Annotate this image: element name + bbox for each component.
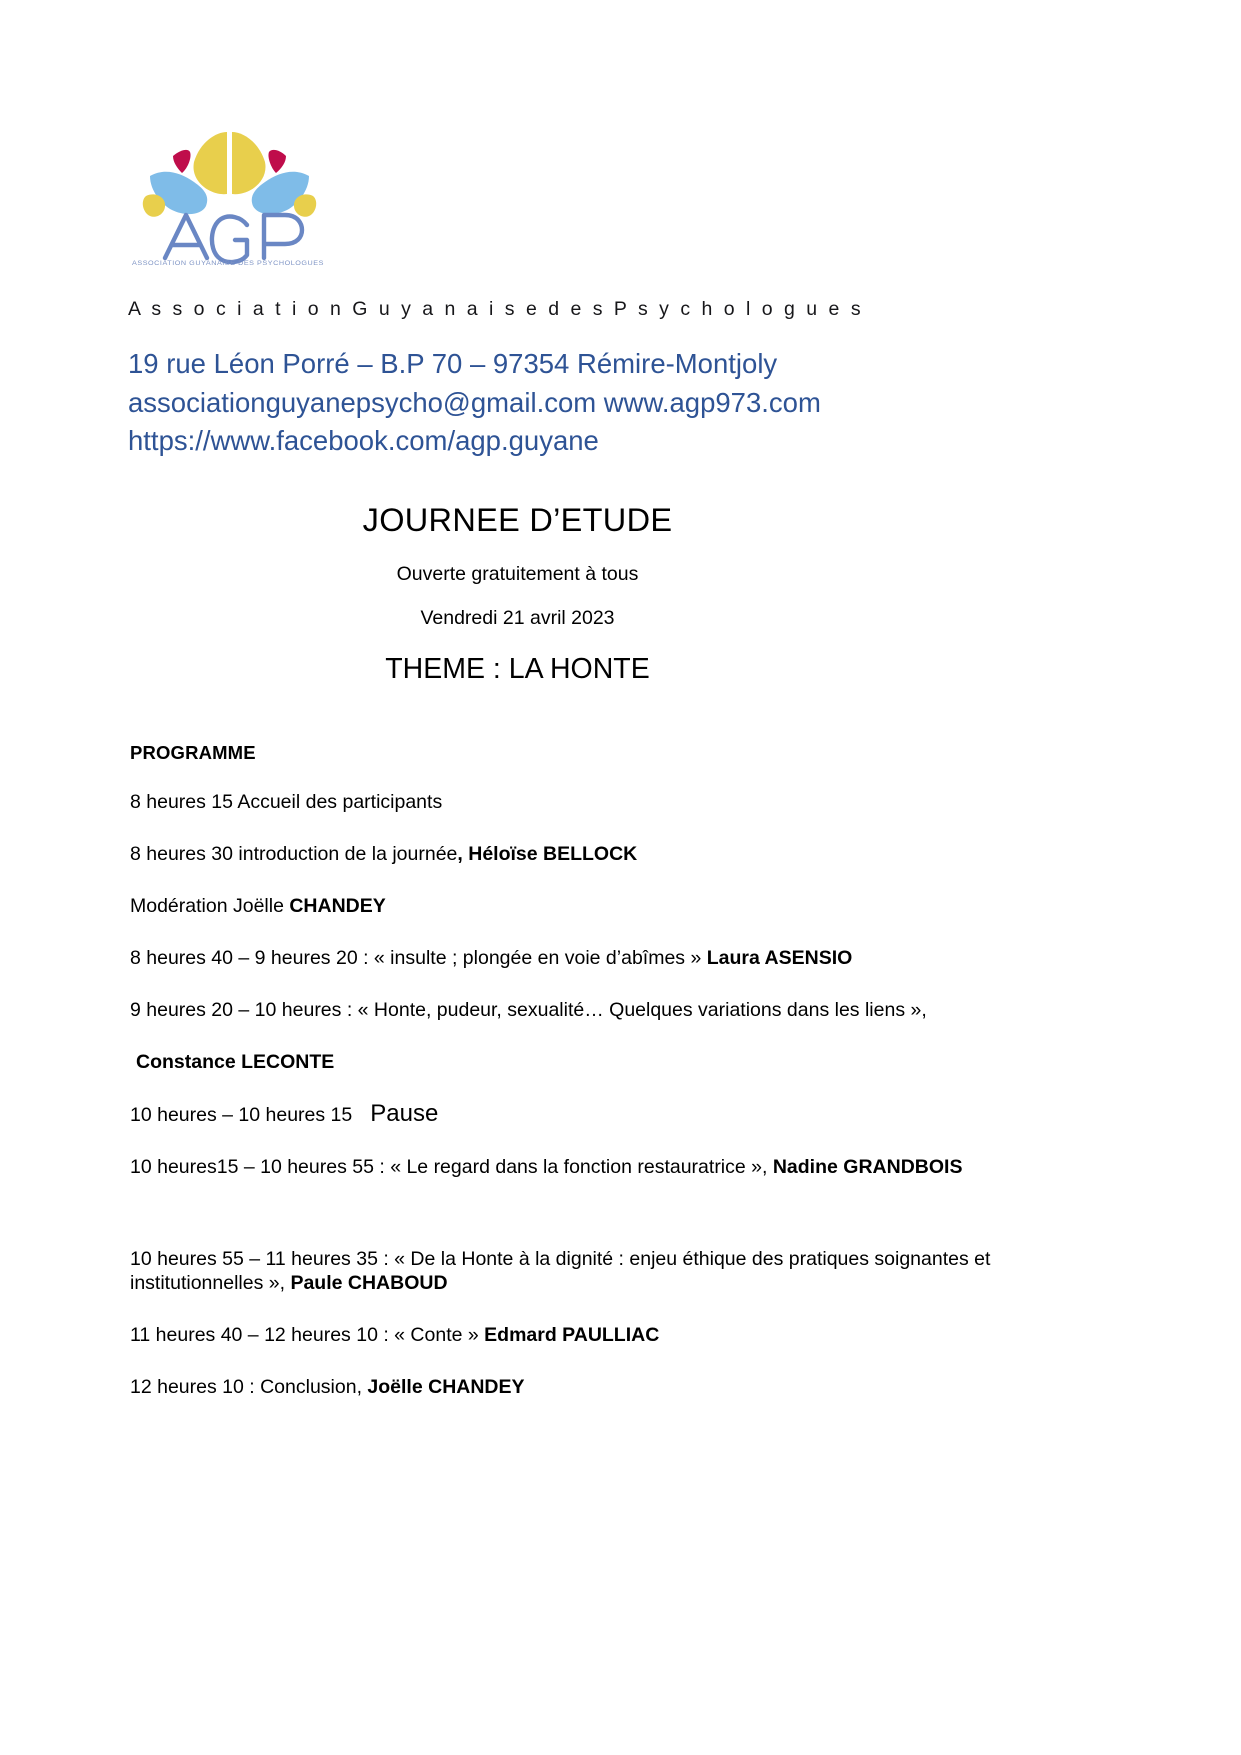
programme-item-speaker: Paule CHABOUD bbox=[290, 1272, 448, 1294]
programme-item-speaker: , Héloïse BELLOCK bbox=[457, 843, 638, 865]
programme-item-speaker: Laura ASENSIO bbox=[706, 947, 853, 969]
contact-block bbox=[128, 345, 1078, 461]
postal-address: 19 rue Léon Porré – B.P 70 – 97354 Rémire-Montjoly bbox=[128, 348, 778, 379]
programme-item-text: Modération Joëlle bbox=[130, 895, 290, 917]
agp-logo-caption: ASSOCIATION GUYANAISE DES PSYCHOLOGUES bbox=[132, 258, 324, 267]
facebook-link[interactable]: https://www.facebook.com/agp.guyane bbox=[128, 425, 599, 456]
title-block bbox=[0, 500, 1035, 688]
programme-section bbox=[130, 742, 1075, 1427]
programme-item-text: 10 heures 55 – 11 heures 35 : « De la Honte à la dignité : enjeu éthique des pratiques soignantes et institutionnelles », bbox=[130, 1248, 991, 1294]
agp-logo-graphic bbox=[128, 118, 338, 280]
programme-heading: PROGRAMME bbox=[130, 742, 256, 763]
programme-item-text: 8 heures 15 Accueil des participants bbox=[130, 791, 443, 813]
programme-item-text: 10 heures15 – 10 heures 55 : « Le regard dans la fonction restauratrice », bbox=[130, 1156, 773, 1178]
programme-item-text: 10 heures – 10 heures 15 bbox=[130, 1104, 353, 1126]
title-subtitle: Ouverte gratuitement à tous bbox=[396, 562, 639, 585]
programme-item-text: 9 heures 20 – 10 heures : « Honte, pudeur, sexualité… Quelques variations dans les liens », bbox=[130, 999, 927, 1021]
programme-item-leconte-speaker bbox=[130, 1050, 1075, 1074]
programme-item-text: 11 heures 40 – 12 heures 10 : « Conte » bbox=[130, 1324, 485, 1346]
programme-item-speaker: Nadine GRANDBOIS bbox=[772, 1156, 963, 1178]
event-theme: THEME : LA HONTE bbox=[385, 653, 650, 686]
programme-item-chaboud bbox=[130, 1247, 1075, 1295]
programme-item-text: 8 heures 30 introduction de la journée bbox=[130, 843, 458, 865]
programme-item-speaker: Edmard PAULLIAC bbox=[484, 1324, 660, 1346]
pause-label: Pause bbox=[370, 1100, 439, 1127]
programme-item-conclusion bbox=[130, 1375, 1075, 1399]
programme-item-speaker: Joëlle CHANDEY bbox=[367, 1376, 525, 1398]
event-date: Vendredi 21 avril 2023 bbox=[420, 607, 615, 629]
page-title: JOURNEE D’ETUDE bbox=[362, 502, 673, 538]
programme-item-pause bbox=[130, 1102, 1075, 1127]
programme-item-text: 8 heures 40 – 9 heures 20 : « insulte ; plongée en voie d’abîmes » bbox=[130, 947, 707, 969]
programme-item-text: 12 heures 10 : Conclusion, bbox=[130, 1376, 368, 1398]
programme-item-paulliac bbox=[130, 1323, 1075, 1347]
programme-item-introduction bbox=[130, 842, 1075, 866]
programme-item-asensio bbox=[130, 946, 1075, 970]
agp-logo bbox=[128, 118, 338, 280]
programme-item-leconte bbox=[130, 998, 1075, 1022]
programme-item-speaker: CHANDEY bbox=[289, 895, 386, 917]
association-name: A s s o c i a t i o n G u y a n a i s e d e s P s y c h o l o g u e s bbox=[128, 298, 864, 320]
email-and-website[interactable]: associationguyanepsycho@gmail.com www.agp973.com bbox=[128, 386, 821, 418]
programme-item-moderation bbox=[130, 894, 1075, 918]
programme-item-accueil bbox=[130, 790, 1075, 814]
programme-item-speaker: Constance LECONTE bbox=[136, 1051, 335, 1073]
programme-item-grandbois bbox=[130, 1155, 1075, 1179]
